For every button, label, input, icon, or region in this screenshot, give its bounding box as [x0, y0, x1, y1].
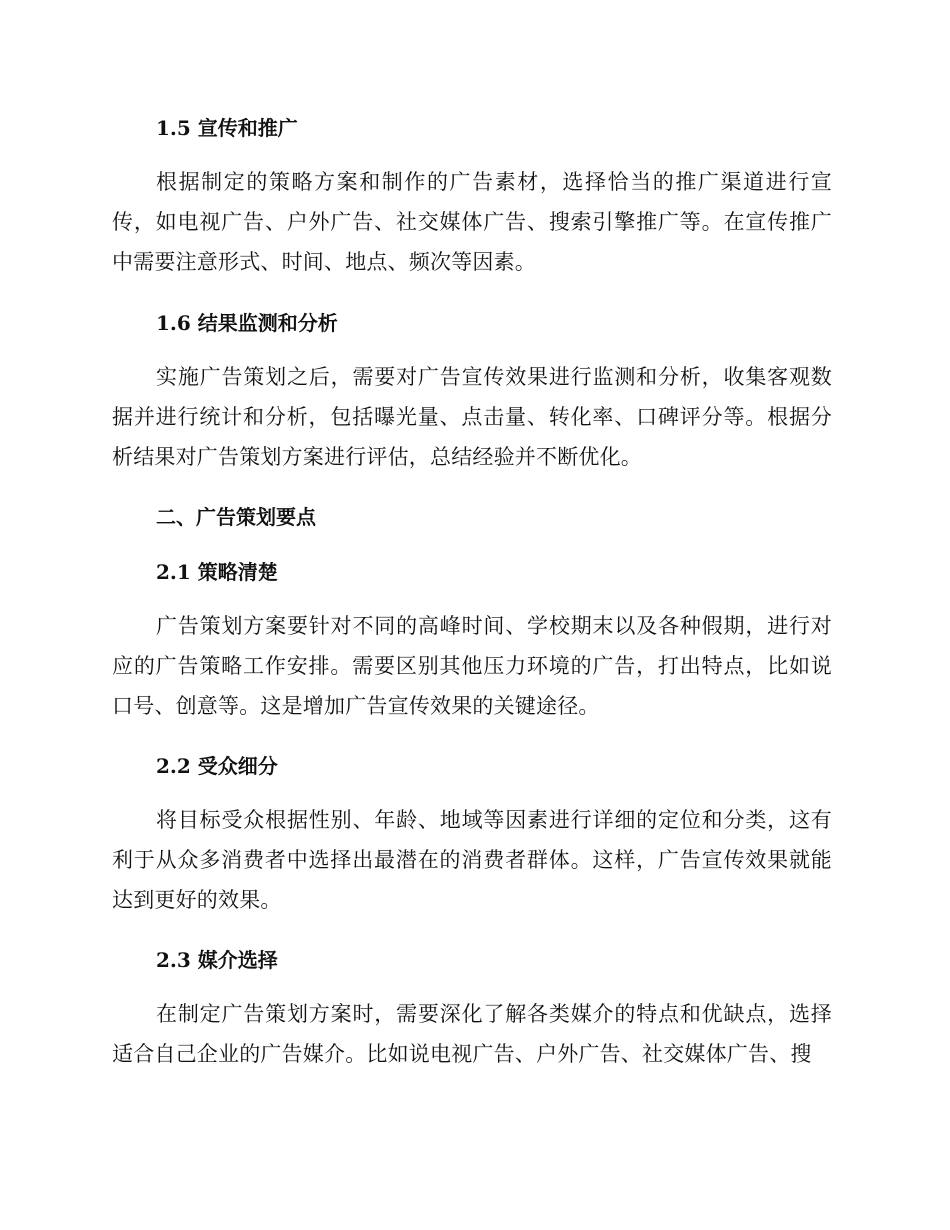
section-body-1-6: 实施广告策划之后，需要对广告宣传效果进行监测和分析，收集客观数据并进行统计和分析，包括曝光量、点击量、转化率、口碑评分等。根据分析结果对广告策划方案进行评估，总结经验并不断优化。: [112, 365, 832, 469]
section-heading-1-5: 1.5 宣传和推广: [156, 116, 298, 140]
section-heading-2-3: 2.3 媒介选择: [156, 948, 278, 972]
section-body-2-1: 广告策划方案要针对不同的高峰时间、学校期末以及各种假期，进行对应的广告策略工作安排。需要区别其他压力环境的广告，打出特点，比如说口号、创意等。这是增加广告宣传效果的关键途径。: [112, 614, 832, 718]
section-body-2-2: 将目标受众根据性别、年龄、地域等因素进行详细的定位和分类，这有利于从众多消费者中选择出最潜在的消费者群体。这样，广告宣传效果就能达到更好的效果。: [112, 808, 832, 912]
section-body-2-3: 在制定广告策划方案时，需要深化了解各类媒介的特点和优缺点，选择适合自己企业的广告媒介。比如说电视广告、户外广告、社交媒体广告、搜: [112, 1002, 832, 1066]
section-heading-2-1: 2.1 策略清楚: [156, 560, 278, 584]
section-heading-1-6: 1.6 结果监测和分析: [156, 311, 338, 335]
section-body-1-5: 根据制定的策略方案和制作的广告素材，选择恰当的推广渠道进行宣传，如电视广告、户外广告、社交媒体广告、搜索引擎推广等。在宣传推广中需要注意形式、时间、地点、频次等因素。: [112, 170, 832, 274]
section-heading-2-2: 2.2 受众细分: [156, 754, 278, 778]
chapter-heading-2: 二、广告策划要点: [156, 505, 316, 529]
